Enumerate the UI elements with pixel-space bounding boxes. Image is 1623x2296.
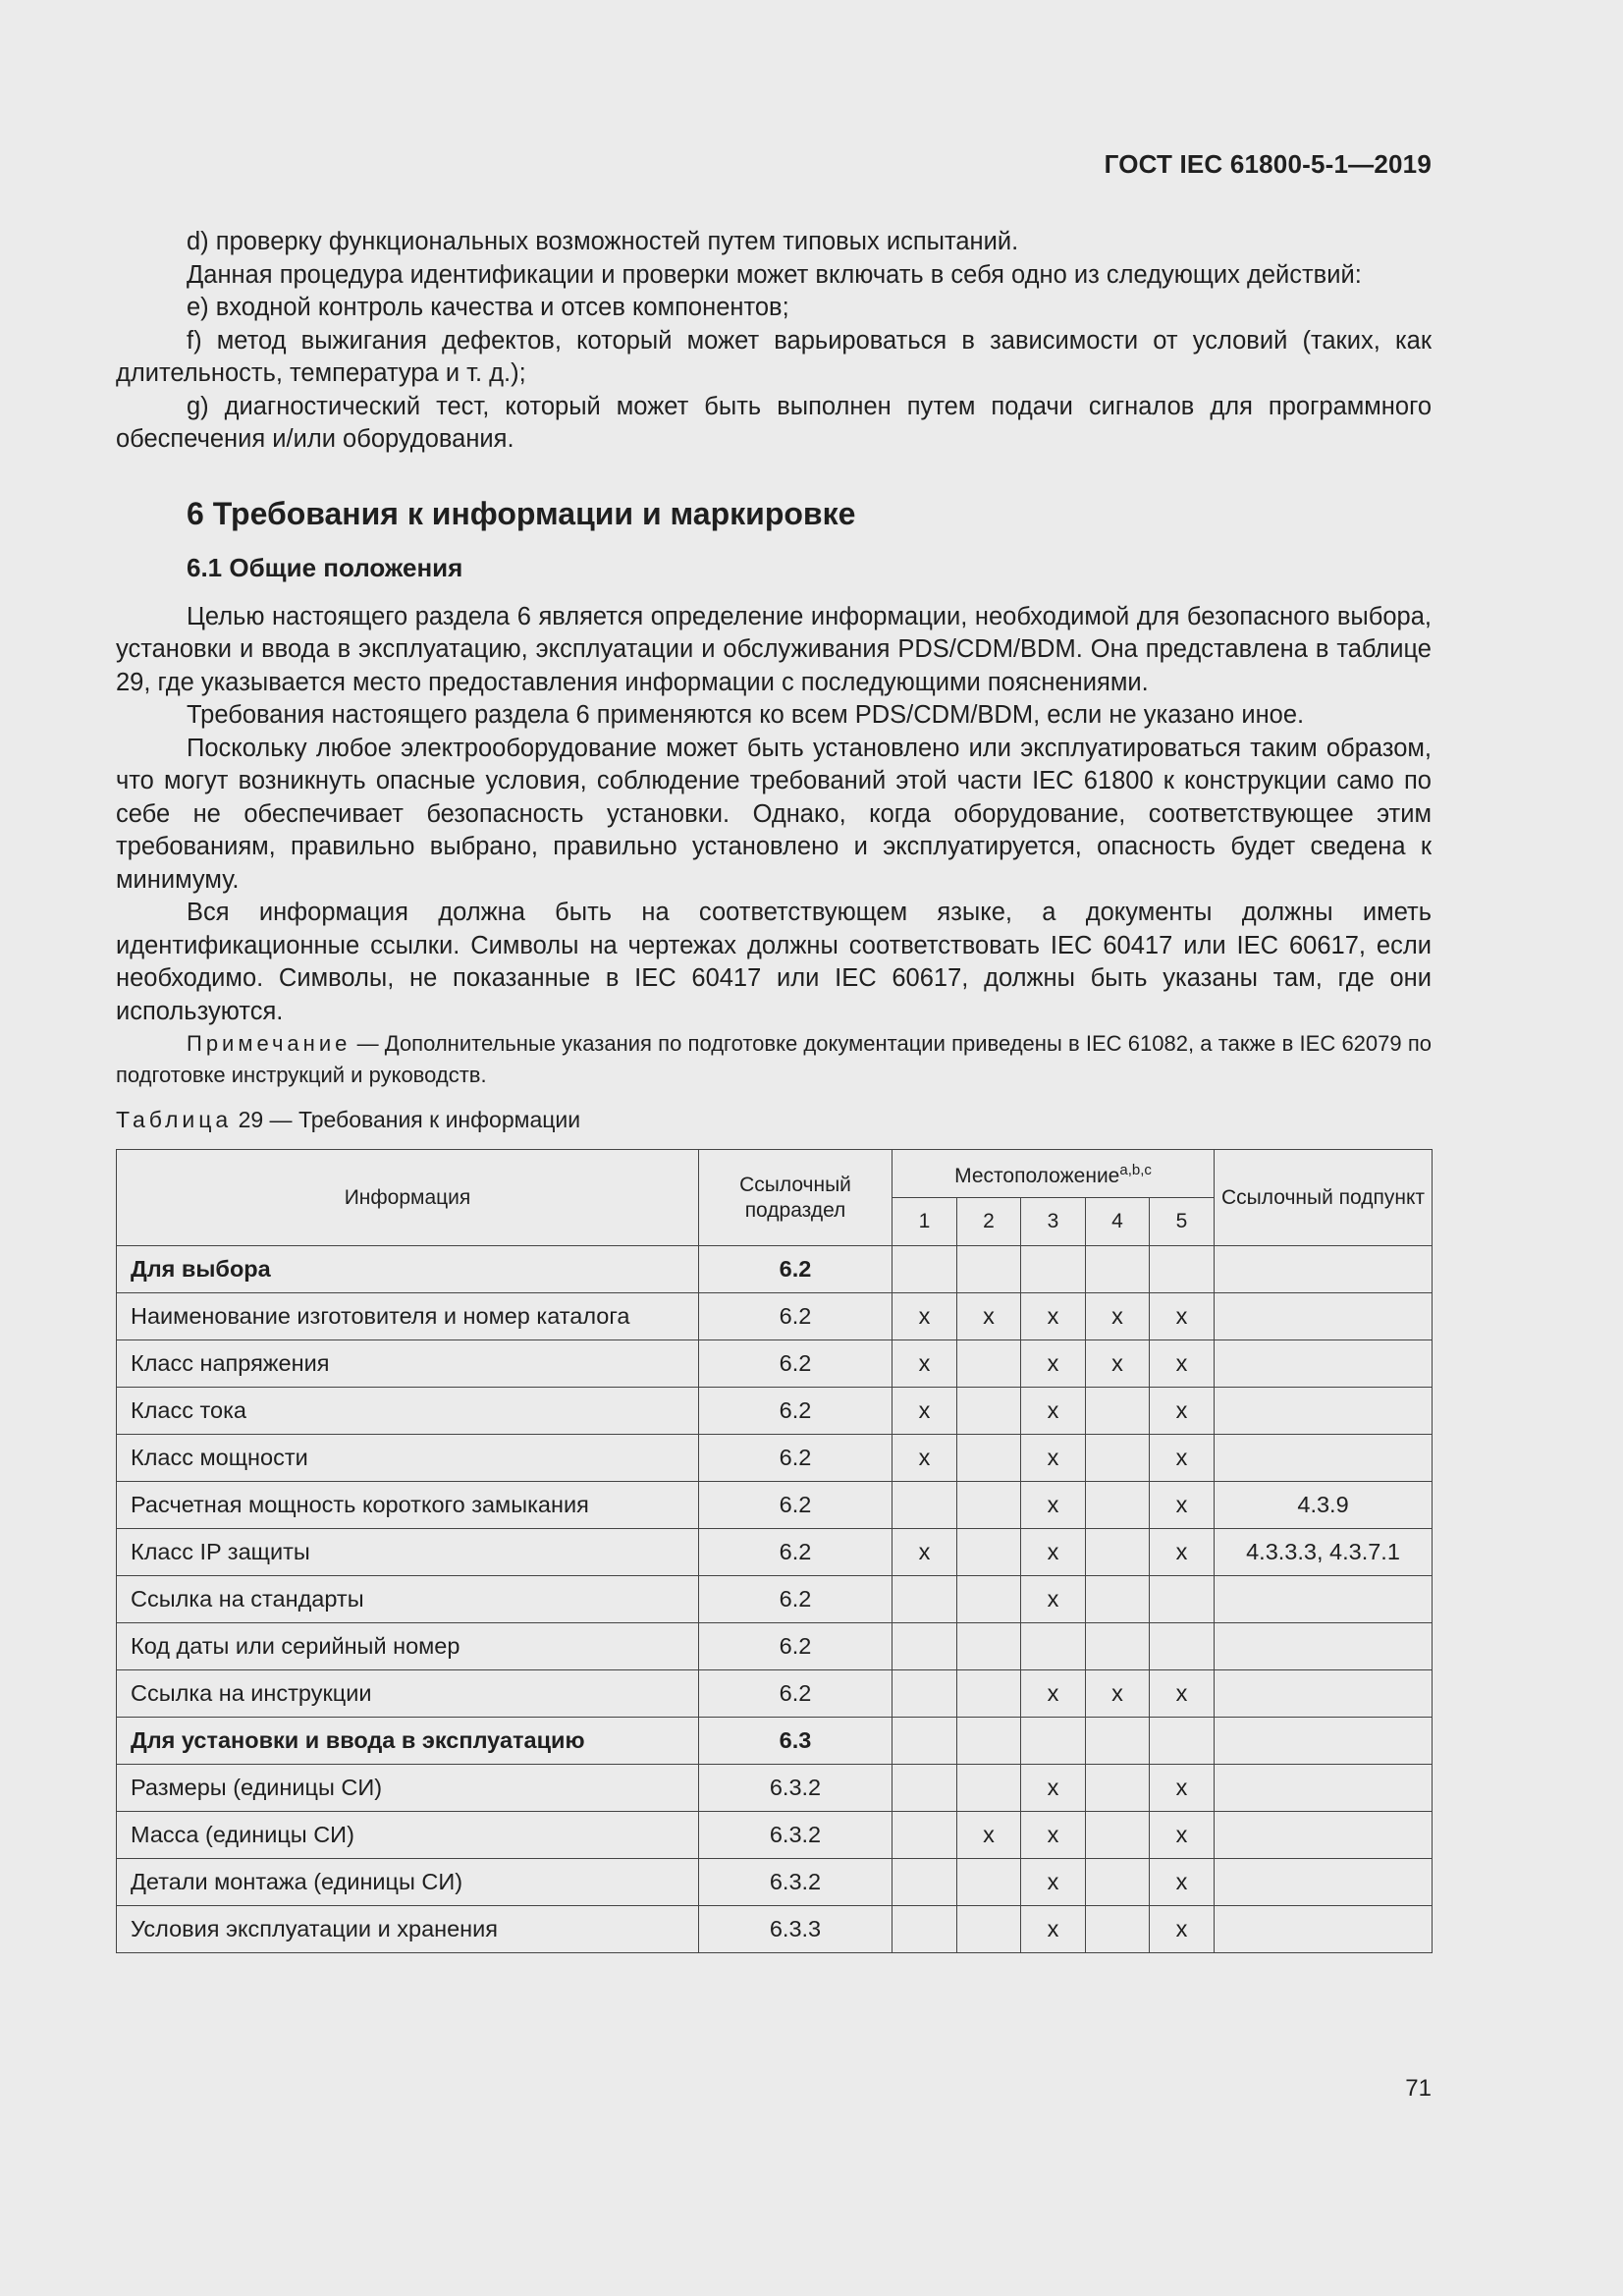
cell-ref-item <box>1215 1576 1433 1623</box>
cell-location-5: x <box>1150 1529 1215 1576</box>
cell-location-1: x <box>893 1293 957 1340</box>
cell-location-2 <box>957 1906 1021 1953</box>
cell-ref-item: 4.3.3.3, 4.3.7.1 <box>1215 1529 1433 1576</box>
header-location-label: Местоположение <box>954 1165 1120 1187</box>
paragraph-applicability: Требования настоящего раздела 6 применяются ко всем PDS/CDM/BDM, если не указано иное. <box>187 701 1305 729</box>
cell-location-3 <box>1021 1718 1086 1765</box>
cell-location-5 <box>1150 1718 1215 1765</box>
paragraph-g: g) диагностический тест, который может быть выполнен путем подачи сигналов для программного обеспечения и/или оборудования. <box>116 392 1432 453</box>
cell-location-1 <box>893 1623 957 1670</box>
cell-ref-item: 4.3.9 <box>1215 1482 1433 1529</box>
information-table <box>116 1149 1433 1953</box>
header-loc-2: 2 <box>957 1198 1021 1246</box>
cell-location-1: x <box>893 1340 957 1388</box>
table-row <box>117 1670 1433 1718</box>
cell-info: Класс мощности <box>117 1435 699 1482</box>
cell-info: Наименование изготовителя и номер каталога <box>117 1293 699 1340</box>
cell-ref-section: 6.3.3 <box>699 1906 893 1953</box>
cell-ref-item <box>1215 1246 1433 1293</box>
header-info: Информация <box>117 1150 699 1246</box>
cell-location-1 <box>893 1812 957 1859</box>
cell-location-5: x <box>1150 1388 1215 1435</box>
cell-ref-item <box>1215 1812 1433 1859</box>
cell-location-5: x <box>1150 1859 1215 1906</box>
cell-ref-item <box>1215 1340 1433 1388</box>
cell-info: Масса (единицы СИ) <box>117 1812 699 1859</box>
cell-ref-item <box>1215 1859 1433 1906</box>
cell-location-5: x <box>1150 1906 1215 1953</box>
cell-ref-item <box>1215 1718 1433 1765</box>
cell-location-2 <box>957 1765 1021 1812</box>
cell-location-1 <box>893 1576 957 1623</box>
header-loc-5: 5 <box>1150 1198 1215 1246</box>
cell-location-4: x <box>1086 1670 1150 1718</box>
cell-ref-section: 6.2 <box>699 1293 893 1340</box>
cell-location-5 <box>1150 1576 1215 1623</box>
cell-location-2 <box>957 1435 1021 1482</box>
table-row <box>117 1529 1433 1576</box>
cell-ref-item <box>1215 1388 1433 1435</box>
cell-ref-section: 6.3.2 <box>699 1859 893 1906</box>
cell-location-5: x <box>1150 1340 1215 1388</box>
table-row <box>117 1293 1433 1340</box>
document-id: ГОСТ IEC 61800-5-1—2019 <box>1104 149 1432 179</box>
cell-location-1: x <box>893 1529 957 1576</box>
cell-location-4 <box>1086 1482 1150 1529</box>
table-row <box>117 1718 1433 1765</box>
cell-info: Размеры (единицы СИ) <box>117 1765 699 1812</box>
table-body <box>117 1246 1433 1953</box>
note-text: — Дополнительные указания по подготовке документации приведены в IEC 61082, а также в IEC 62079 по подготовке инструкций и руководств. <box>116 1031 1432 1087</box>
cell-location-1 <box>893 1482 957 1529</box>
cell-location-4 <box>1086 1765 1150 1812</box>
cell-location-2 <box>957 1482 1021 1529</box>
cell-location-3: x <box>1021 1529 1086 1576</box>
header-ref-section: Ссылочный подраздел <box>699 1150 893 1246</box>
cell-info: Класс тока <box>117 1388 699 1435</box>
table-row <box>117 1388 1433 1435</box>
table-caption <box>116 1103 1432 1136</box>
cell-location-2 <box>957 1859 1021 1906</box>
cell-location-3: x <box>1021 1388 1086 1435</box>
cell-ref-item <box>1215 1623 1433 1670</box>
page-number: 71 <box>1405 2075 1432 2102</box>
cell-location-2: x <box>957 1293 1021 1340</box>
cell-ref-item <box>1215 1906 1433 1953</box>
cell-location-3: x <box>1021 1906 1086 1953</box>
cell-location-4 <box>1086 1906 1150 1953</box>
cell-location-5: x <box>1150 1482 1215 1529</box>
cell-info: Код даты или серийный номер <box>117 1623 699 1670</box>
cell-location-2 <box>957 1718 1021 1765</box>
table-row <box>117 1482 1433 1529</box>
note <box>116 1028 1432 1091</box>
cell-location-1: x <box>893 1388 957 1435</box>
cell-location-2 <box>957 1623 1021 1670</box>
cell-location-5: x <box>1150 1812 1215 1859</box>
header-loc-3: 3 <box>1021 1198 1086 1246</box>
body-text <box>116 226 1432 1953</box>
cell-ref-item <box>1215 1765 1433 1812</box>
cell-location-1 <box>893 1765 957 1812</box>
cell-info: Детали монтажа (единицы СИ) <box>117 1859 699 1906</box>
cell-ref-section: 6.2 <box>699 1482 893 1529</box>
paragraph-procedure: Данная процедура идентификации и проверки может включать в себя одно из следующих действий: <box>187 260 1362 289</box>
cell-location-3: x <box>1021 1340 1086 1388</box>
paragraph-purpose: Целью настоящего раздела 6 является определение информации, необходимой для безопасного выбора, установки и ввода в эксплуатацию, эксплуатации и обслуживания PDS/CDM/BDM. Она представлена в таблице 29, где указывается место предоставления информации с последующими пояснениями. <box>116 602 1432 696</box>
table-caption-label: Таблица <box>116 1107 233 1132</box>
cell-location-2 <box>957 1529 1021 1576</box>
cell-location-4 <box>1086 1623 1150 1670</box>
cell-location-4: x <box>1086 1340 1150 1388</box>
cell-location-3: x <box>1021 1670 1086 1718</box>
cell-location-1 <box>893 1859 957 1906</box>
cell-location-2 <box>957 1246 1021 1293</box>
table-row <box>117 1623 1433 1670</box>
cell-location-5: x <box>1150 1670 1215 1718</box>
cell-location-5: x <box>1150 1765 1215 1812</box>
cell-location-4 <box>1086 1812 1150 1859</box>
cell-location-2 <box>957 1670 1021 1718</box>
paragraph-d: d) проверку функциональных возможностей путем типовых испытаний. <box>187 228 1019 255</box>
cell-ref-item <box>1215 1435 1433 1482</box>
cell-location-3 <box>1021 1623 1086 1670</box>
cell-info: Расчетная мощность короткого замыкания <box>117 1482 699 1529</box>
cell-ref-item <box>1215 1293 1433 1340</box>
cell-location-3: x <box>1021 1482 1086 1529</box>
cell-location-3: x <box>1021 1293 1086 1340</box>
table-row <box>117 1906 1433 1953</box>
table-row <box>117 1246 1433 1293</box>
cell-location-4: x <box>1086 1293 1150 1340</box>
cell-location-1 <box>893 1670 957 1718</box>
header-location <box>893 1150 1215 1198</box>
cell-location-3: x <box>1021 1435 1086 1482</box>
cell-ref-section: 6.3 <box>699 1718 893 1765</box>
subsection-heading: 6.1 Общие положения <box>187 552 463 582</box>
cell-ref-item <box>1215 1670 1433 1718</box>
cell-location-3: x <box>1021 1576 1086 1623</box>
cell-ref-section: 6.2 <box>699 1529 893 1576</box>
header-loc-1: 1 <box>893 1198 957 1246</box>
cell-location-4 <box>1086 1435 1150 1482</box>
table-row <box>117 1435 1433 1482</box>
cell-info: Ссылка на инструкции <box>117 1670 699 1718</box>
header-ref-item: Ссылочный подпункт <box>1215 1150 1433 1246</box>
table-row <box>117 1859 1433 1906</box>
cell-location-2 <box>957 1388 1021 1435</box>
table-row <box>117 1812 1433 1859</box>
cell-info: Для выбора <box>117 1246 699 1293</box>
paragraph-language: Вся информация должна быть на соответствующем языке, а документы должны иметь идентификационные ссылки. Символы на чертежах должны соответствовать IEC 60417 или IEC 60617, если необходимо. Символы, не показанные в IEC 60417 или IEC 60617, должны быть указаны там, где они используются. <box>116 899 1432 1025</box>
paragraph-f: f) метод выжигания дефектов, который может варьироваться в зависимости от условий (таких, как длительность, температура и т. д.); <box>116 326 1432 387</box>
note-label: Примечание <box>187 1031 352 1056</box>
cell-location-3: x <box>1021 1812 1086 1859</box>
cell-location-4 <box>1086 1718 1150 1765</box>
cell-location-3: x <box>1021 1765 1086 1812</box>
header-loc-4: 4 <box>1086 1198 1150 1246</box>
cell-ref-section: 6.2 <box>699 1340 893 1388</box>
paragraph-e: e) входной контроль качества и отсев компонентов; <box>187 294 789 321</box>
cell-location-5: x <box>1150 1293 1215 1340</box>
section-heading: 6 Требования к информации и маркировке <box>187 495 856 531</box>
table-caption-text: 29 — Требования к информации <box>232 1107 581 1132</box>
cell-location-1: x <box>893 1435 957 1482</box>
cell-ref-section: 6.3.2 <box>699 1765 893 1812</box>
cell-location-4 <box>1086 1576 1150 1623</box>
cell-info: Класс IP защиты <box>117 1529 699 1576</box>
cell-location-5: x <box>1150 1435 1215 1482</box>
table-row <box>117 1576 1433 1623</box>
cell-info: Класс напряжения <box>117 1340 699 1388</box>
cell-ref-section: 6.2 <box>699 1670 893 1718</box>
cell-location-1 <box>893 1906 957 1953</box>
cell-location-5 <box>1150 1623 1215 1670</box>
cell-location-4 <box>1086 1529 1150 1576</box>
cell-ref-section: 6.2 <box>699 1388 893 1435</box>
cell-info: Для установки и ввода в эксплуатацию <box>117 1718 699 1765</box>
cell-location-2 <box>957 1340 1021 1388</box>
cell-location-3: x <box>1021 1859 1086 1906</box>
cell-info: Условия эксплуатации и хранения <box>117 1906 699 1953</box>
cell-ref-section: 6.2 <box>699 1623 893 1670</box>
cell-ref-section: 6.2 <box>699 1576 893 1623</box>
cell-location-4 <box>1086 1388 1150 1435</box>
header-location-footnotes: a,b,c <box>1119 1162 1152 1178</box>
cell-location-2: x <box>957 1812 1021 1859</box>
cell-location-4 <box>1086 1859 1150 1906</box>
cell-location-2 <box>957 1576 1021 1623</box>
cell-info: Ссылка на стандарты <box>117 1576 699 1623</box>
cell-location-4 <box>1086 1246 1150 1293</box>
cell-ref-section: 6.3.2 <box>699 1812 893 1859</box>
table-row <box>117 1340 1433 1388</box>
cell-location-1 <box>893 1718 957 1765</box>
cell-location-5 <box>1150 1246 1215 1293</box>
table-row <box>117 1765 1433 1812</box>
cell-location-1 <box>893 1246 957 1293</box>
cell-ref-section: 6.2 <box>699 1435 893 1482</box>
paragraph-safety: Поскольку любое электрооборудование может быть установлено или эксплуатироваться таким образом, что могут возникнуть опасные условия, соблюдение требований этой части IEC 61800 к конструкции само по себе не обеспечивает безопасность установки. Однако, когда оборудование, соответствующее этим требованиям, правильно выбрано, правильно установлено и эксплуатируется, опасность будет сведена к минимуму. <box>116 734 1432 894</box>
cell-ref-section: 6.2 <box>699 1246 893 1293</box>
cell-location-3 <box>1021 1246 1086 1293</box>
